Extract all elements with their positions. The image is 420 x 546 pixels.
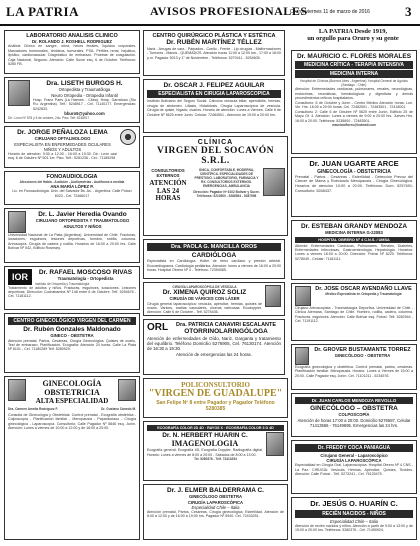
ad-cirugia-laparoscopica [143, 282, 285, 316]
ad-email: mauricioflores@hotmail.com [332, 123, 376, 128]
ad-body: Especialidad en Cirugía Gral. Laparoscópica. Hospital Obrero Nº 4 CNS - La Paz. CIRUGÍA: Vesícula, Hernias, Apéndice, Quistes, Tiroides. Atención: Calle Potosí - Telf. 5273241 - Cel. 76125475. [295, 463, 413, 477]
clinic-subtitle: ÚNICA, CONFORTABLE, MODERNA, CIENTÍFICA. ESPECIALIDADES DE PRESTIGIO. LABORATORIO, FARMACIA Y RX. CONSULTORIOS EXTERNOS. EMERGENCIAS, AMBULANCIA [194, 168, 259, 189]
eye-icon [120, 129, 136, 145]
ad-body: Universidad Nacional de La Plata (Argentina). Universidad de Chile. Fracturas, luxaciones, esguinces, lesiones deportivas, hombro, rodilla, columna. Artroscopía. Cirugía de cadera y rodilla. Horarios de 16:00 a 20:00 hrs. Calle Bolívar Nº 542, Edificio Rosmary. [8, 233, 136, 251]
ad-doctor-name: Dr. XIMENA QUIROZ SOLIZ [162, 289, 247, 296]
ad-body: Cirujano Artroscopista - Traumatología Deportiva. Universidad de Chile - Clínica Alemana, Santiago de Chile. Hombro, rodilla, cadera, columna. Fracturas, esguinces. Atención: Calle Bolívar esq. Potosí. Telf. 5282944 - Cel. 71191112. [295, 306, 413, 324]
ad-banner-1: MEDICINA CRÍTICA - TERAPIA INTENSIVA [295, 61, 413, 69]
ad-imagenologia [143, 421, 288, 481]
ad-dr-flores-morales [291, 50, 417, 154]
ad-doctor-name: Dr. JUAN CARLOS MENDOZA REVOLLO [295, 397, 413, 404]
virgin-image [263, 168, 285, 196]
section-title: AVISOS PROFESIONALES [150, 4, 308, 18]
ad-subtitle: IMAGENOLOGIA [171, 439, 239, 449]
ad-body: Instituto Boliviano del Seguro Social. Cálculos vesícula biliar, apendicitis, hernias, cirugía de abdomen. Litiasis, Hidatidosis. Cirugía Laparoscópica de vesícula. Cirugía de quiste, hígado, ovarios. Horario de atención: Lunes a Viernes. Calle 6 de Octubre Nº 5625 entre Junín. Celular: 72484501 - Atención de 19:00 a 20:00 hrs. [147, 99, 281, 117]
ad-centro-quirurgico [143, 30, 285, 76]
ad-subtitle: OTORRINOLARINGÓLOGA [184, 328, 268, 336]
ad-dr-penaloza [4, 126, 140, 168]
ad-subtitle: GINECOLOGÍA - OBSTETRICIA [317, 168, 391, 175]
ad-lab-analysis [4, 30, 140, 74]
ad-doctor-1: Dra. Carmen Amelia Rodríguez F. [8, 407, 59, 411]
ad-title-3: ALTA ESPECIALIDAD [35, 397, 109, 405]
ad-doctor-name: Dr. L. Javier Heredia Ovando [38, 211, 127, 218]
ad-body-1: Hospital de Clínicas (Buenos Aires - Argentina). Hospital General de Agudos (Santiago - Chile). [300, 79, 408, 88]
ad-title: FONOAUDIOLOGIA [46, 174, 98, 180]
ad-subtitle: CIRUJANO OFTALMOLOGO [34, 136, 91, 142]
ad-address: Dir.: Leon Nº 878 y 6 de octubre, 2do. Piso. Telf: 5248917 [8, 116, 90, 121]
ad-dr-grandy [291, 220, 417, 280]
ad-name: ANA MARÍA LÓPEZ P. [50, 184, 94, 190]
ad-subtitle-3: Especialidad Chile – Italia [191, 504, 240, 510]
ad-title-1: GINECOLOGÍA [42, 379, 102, 388]
ad-email: bburo5@yahoo.com [64, 110, 105, 116]
ad-subtitle-2: CIRUGÍA LAPAROSCÓPICA [326, 458, 382, 464]
ad-doctor-name: Dra. LISETH BURGOS H. [46, 80, 123, 87]
ad-subtitle: MEDICINA INTERNA G-22083 [325, 230, 383, 236]
ad-title: "VIRGEN DE GUADALUPE" [148, 388, 283, 399]
ad-body-3: Consultorio: 6 de Octubre y Junín - Centro Médico Atención horas: Lun. Vie. Hrs. 16:00 a 20:00 horas. Cel. 72482501 - 72483501 - 72418001. [295, 100, 413, 110]
ad-doctor-name: Dr. JOSE OSCAR AVENDAÑO LLAVE [315, 286, 412, 292]
ad-body: Prenatal - Partos - Cesáreas - Esterilidad - Detección Precoz del Cáncer de Mama y Ruéclcado Menopausia - Cirugía Ginecológica. Horarios de atención 10:00 a 20:00. Teléfonos: Dom. 5257691; Consultorio: 5268437. [295, 174, 413, 193]
ad-body-2: Atención: Enfermedades cardíacas, pulmonares, renales, neurológicas, endócrinas, reumáticas, hematológicas y digestivas y demás procedimientos críticos hospitalarios. [295, 87, 413, 101]
ad-body: Atención prenatal, Partos, Cesáreas, Cirugía ginecológica, Esterilidad. Atención de 8:00 a 12:00 y de 16:00 a 19:00 hrs. Pagador Nº 5940. Cel. 72433251. [147, 509, 284, 519]
ad-doctor-name: Dr. RUBÉN MARTÍNEZ TÉLLEZ [166, 39, 262, 47]
slogan-line-1: LA PATRIA Desde 1919, [318, 28, 388, 35]
newspaper-brand: LA PATRIA [6, 4, 79, 19]
ad-dr-jesus-huarin [291, 497, 417, 540]
ad-title-2: OBSTETRICIA [44, 388, 100, 397]
ad-subtitle: GINECÓLOGO – OBSTETRA [310, 405, 398, 412]
ad-doctor-name: Dra. PATRICIA CANAVIRI ESCALANTE [176, 322, 277, 328]
ad-dr-felipez [143, 79, 285, 133]
clinic-side-title: CONSULTORIOS EXTERNOS [151, 168, 185, 179]
ad-body: Atiende: Enfermedades Cardíacas, Pulmonares, Renales, Diabetes, Enfermedades Infecciosas, Gastroenterología, Hepatología. Horarios: Lunes a viernes 16:00 a 20:00. Dirección: Potosí Nº 6220. Teléfonos: 5278045 - Celular: 71181111. [295, 243, 413, 261]
ad-body: Hosp. Franz Paes (La Haenes - Cbba). Hosp. Garrafuan (Stu Ru. Argentina). Telf.: 5248917 - Cel. 71140177. Emergencias: 5242833. [33, 97, 136, 111]
ad-note: Atención de emergencias las 24 horas. [176, 351, 252, 357]
ad-body: Atención de recién nacidos y niños. Atención a partir de 9:00 a 13:00 y de 15:00 a 20:00 hrs. Teléfonos: 5280376 - Cel. 71450924. [295, 523, 413, 533]
ad-body: Lic. en Fonoaudiología. Univ. del Salvador Bs. As. - Argentina. Calle Potosí 6023 - Cel. 72466017 [12, 189, 132, 198]
ad-dr-burgos [4, 77, 140, 123]
ad-dr-avendano [291, 283, 417, 341]
orl-logo-icon: ORL [147, 322, 169, 333]
ad-doctor-name: Dr. JUAN UGARTE ARCE [309, 159, 399, 168]
ad-body-4: Consultorio 2: Calle 6 de Octubre Nº 5625 entre Junín, Edificio 25 de Mayo Of. 4. Atención: Lunes a viernes de 9:00 a 20:00 hrs. Jueves Hrs. 16:00 a 20:00. Teléfonos: 5236600 - 72483501. [295, 109, 413, 123]
page-number: 3 [405, 4, 412, 19]
ad-body: Ecografía ginecológica y obstétrica. Control prenatal, partos, cesáreas. Planificación familiar. Menopausia. Horario: Lunes a Viernes de 15:00 a 20:00. Calle Pagador esq. Junín. Cel. 71101211 - 5234576. [295, 365, 413, 378]
ad-body: Atención de horas 17:00 a 20:00. Domicilio 5276587, Celular 71413566 - 76149695. Emergencias las 24 hrs. [297, 417, 411, 428]
ad-address: San Felipe Nº 8 entre Pagador y Pagador Teléfono 5280385 [156, 400, 275, 412]
ad-banner-2: MEDICINA INTERNA [295, 70, 413, 78]
ad-dr-bustamante [291, 344, 417, 390]
ad-subtitle: Afecciones del Habla - Audición - Audiometrías - Audífonos a medida [19, 180, 125, 185]
ad-dr-moscoso [4, 266, 140, 310]
ad-subtitle: CIRUGÍA DE VÁRICES CON LÁSER [169, 296, 240, 302]
ad-doctor-name: Dr. N. HERBERT HUARIN C. [162, 432, 248, 439]
ad-body: Atención prenatal, Partos, Cesáreas, Cirugía Ginecológica. Quistes de ovario, Test de embarazo, Planificación. Ecografía: Atención 24 horas. Calle La Plata Nº 6101 - Cel. 71180289 Telf. 5280929. [8, 338, 136, 352]
ad-doctor-name: Dr. FREDDY COCA PANIAGUA [295, 444, 413, 452]
ad-dr-mendoza-revollo [291, 393, 417, 437]
ad-doctor-name: Dr. JORGE PEÑALOZA LEMA [17, 129, 108, 136]
ad-subtitle: Cirujano General - Laparoscópico [320, 453, 388, 458]
doctor-photo [8, 80, 30, 106]
ad-subtitle: Traumatología - Ortopedista [57, 276, 114, 282]
ad-subtitle: CARDIÓLOGA [191, 252, 237, 259]
doctor-photo [295, 347, 309, 365]
ad-fonoaudiologia [4, 171, 140, 205]
doctor-photo [265, 285, 281, 307]
clinic-title: VIRGEN DEL SOCAVÓN S.R.L. [156, 146, 275, 166]
ad-doctor-name: Dr. J. ELMER BALDERRAMA C. [167, 487, 264, 494]
clinic-hours: ATENCIÓN LAS 24 HORAS [149, 179, 187, 203]
ad-subtitle-2: Neuro Ortopedia - Ortopedia Infantil [51, 92, 118, 98]
ad-title: CENTRO QUIRÚRGICO PLÁSTICA Y ESTÉTICA [152, 33, 276, 39]
ad-doctor-name: Dr. GROVER BUSTAMANTE TORREZ [314, 347, 411, 353]
ad-policonsultorio [143, 378, 288, 418]
ad-subtitle-2: COLPOSCOPÍA [338, 412, 370, 418]
doctor-photo [8, 211, 26, 233]
ad-body: Horario de atención: 9:30 a 12:30 - 16:00 a 19:30. Dir.: León casi esq. 6 de Octubre Nº 501 1er. Piso. Telf.: 5281236 - Cel.: 71185298 [8, 151, 117, 161]
ad-body: Atención de enfermedades de Oído, Nariz, Garganta y tratamiento del equilibrio. Teléfono Domicilio 5276905, Cel. 76130174. Atención de 16:30 a 19:30. [147, 335, 281, 352]
ior-logo-icon: IOR [8, 269, 32, 285]
ad-doctor-name: Dr. ESTEBAN GRANDY MENDOZA [300, 223, 408, 230]
ad-doctor-name: Dr. JESÚS O. HUARÍN C. [310, 499, 398, 508]
doctor-photo [8, 379, 26, 401]
ad-doctor-name: Dr. Rubén Gonzales Maldonado [23, 326, 121, 333]
ad-dr-ugarte [291, 157, 417, 217]
ad-doctor-name: Dr. RAFAEL MOSCOSO RIVAS [38, 269, 133, 276]
slogan-line-2: un orgullo para Oruro y su gente [307, 35, 399, 42]
ad-subtitle: GINECÓLOGO OBSTETRA [188, 494, 243, 500]
ad-body: Cirugía general laparoscópica: vesícula, apéndice, hernias, quistes de ovario. Varices, arañas vasculares, úlceras varicosas. Ecodoppler. Atención: Calle 6 de Octubre - Telf. 5275436. [147, 301, 262, 315]
page-header [0, 0, 420, 26]
ad-subtitle-2: Instituto de Ortopedia y Traumatología [35, 281, 90, 286]
ad-clinica-virgen-socavon [143, 136, 288, 236]
ad-dr-heredia [4, 208, 140, 263]
ad-centro-ginecologico [4, 313, 140, 373]
ad-body: Consulta de Ginecología y Obstetricia: Control prenatal - Ecografía obstétrica - Colposcopía - Planificación familiar - Menopausia - Papanicolaou - Cirugía ginecológica - Laparoscopía. Consultorio: Calle Pagador Nº 5846 esq. Junín. Atención: Lunes a viernes de 10:00 a 12:00 y de 16:00 a 20:00. [8, 413, 136, 431]
clinic-tag: CLÍNICA [197, 139, 234, 146]
ad-body: Nariz - Arrugas de cara - Párpados - Cuello - Frente - Lip cirugías - Malformaciones - Tumores - Manos - QUEMADOS. Atención horas 11:00 a 12:00 hrs., 17:00 a 18:00 p.m. Pagador 5013 y 1° de Noviembre - Teléfonos: 5270411 - 5254605. [147, 46, 281, 60]
xray-image [266, 432, 284, 456]
ad-doctor-2: Dr. Gustavo Canedo M. [101, 407, 136, 411]
ad-doctor-name: Dra. PAOLA G. MANCILLA OROS [147, 243, 281, 251]
ad-title: CIRUGÍA LAPAROSCÓPICA DE VESÍCULA [172, 285, 237, 289]
ad-subtitle-2: CIRUGÍA LAPAROSCÓPICA [187, 499, 244, 505]
ad-dr-coca [291, 440, 417, 494]
doctor-photo [118, 379, 136, 401]
ad-subtitle: Médico Especialista en Ortopedia y Traumatología [325, 292, 402, 297]
ad-body: Análisis Clínico en sangre, orina, heces fecales, líquidos corporales. Marcadores hormonales, tiroideos, tumorales, PSA. Perfiles renal, hepático, lipídico, cardiovascular. Diagnóstico de embarazo. Pruebas de coagulación. Caja Nacional, Seguros. Atención: Calle Sucre esq. 6 de Octubre. Teléfonos: 5280 FB. [8, 44, 136, 67]
ad-ginecologia-alta-especialidad [4, 376, 140, 540]
ad-subtitle: CIRUJANO ORTOPEDISTA Y TRAUMATOLOGO ADULTOS Y NIÑOS [35, 218, 130, 229]
ad-tag: POLICONSULTORIO [181, 381, 250, 389]
ad-doctor-name: Dr. OSCAR J. FELIPEZ AGUILAR [163, 82, 265, 89]
ad-banner: ECOGRAFÍA COLOR 2D 4D · RAYOS X · ECOGRAFÍA COLOR 3 D 4D [147, 425, 284, 431]
ad-doctor: Dr. ROLANDO J. ROSHELL RODRIGUEZ [32, 39, 112, 45]
masthead-slogan [288, 28, 418, 48]
ad-body: Ecografía general, Ecografía 4D, Ecografía Doppler, Radiografía digital. Horario: Lunes a viernes de 8:00 a 20:00 - Sábados de 8:00 a 13:00. [147, 448, 263, 457]
ad-banner: ESPECIALISTA EN CIRUGIA LAPAROSCOPICA [147, 90, 281, 98]
issue-date: Oruro, viernes 11 de marzo de 2016 [290, 9, 370, 15]
ad-dr-balderrama [143, 484, 288, 540]
ad-banner: RECIÉN NACIDOS - NIÑOS [295, 510, 413, 518]
ad-subtitle: GINECO - OBSTETRA [50, 333, 94, 339]
ad-body: Tratamiento de adultos y niños. Fracturas, esguinces, luxaciones. Lesiones deportivas. Dirección: Cochabamba Nº 148 entre 6 de Octubre. Telf. 5254676 - Cel. 71181112. [8, 285, 136, 299]
ad-footer: Tel. 5280376 - Telf. 72413254 [194, 457, 237, 462]
ad-subtitle-2: ESPECIALISTA EN ENFERMEDADES OCULARES NIÑOS Y ADULTOS [14, 141, 111, 152]
ad-subtitle-2: Especialidad Chile – Italia [330, 518, 378, 524]
ad-banner: CENTRO GINECOLÓGICO VIRGEN DEL CARMEN [8, 317, 136, 325]
ad-doctor-name: Dr. MAURICIO C. FLORES MORALES [296, 53, 412, 60]
ad-subtitle: Ortopedista y Traumatóloga [58, 87, 111, 93]
ad-dra-mancilla [143, 239, 285, 279]
doctor-photo [295, 286, 311, 306]
ad-subtitle: GINECÓLOGO - OBSTETRA [334, 353, 391, 359]
ad-title: LABORATORIO ANALISIS CLINICO [26, 33, 118, 39]
clinic-address: Dirección: Pagador Nº 6102 Bolívar y Sucre. Teléfonos: 5210500 - 5286554 - 5287998 [193, 190, 260, 199]
ad-dra-canaviri [143, 319, 285, 375]
ad-body: Especialista en Cardiología. Holter de ritmo cardíaco y presión arterial. Ecocardiograma. Cardiología pediátrica. Atención: lunes a viernes de 16:00 a 20:00 horas. Hospital Obrero Nº 4 - Teléfono: 72394085. [147, 259, 281, 273]
ad-banner: HOSPITAL OBRERO Nº 4 C.N.S. / UMSA [295, 237, 413, 243]
